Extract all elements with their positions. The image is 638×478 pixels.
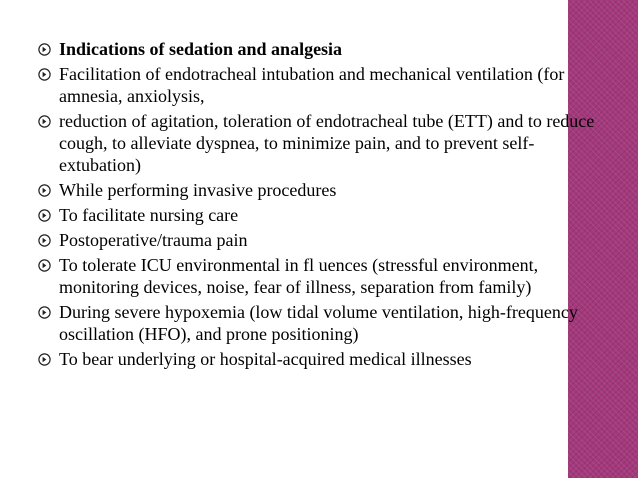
bullet-item — [38, 63, 598, 107]
bullet-text: reduction of agitation, toleration of endotracheal tube (ETT) and to reduce cough, to alleviate dyspnea, to minimize pain, and to prevent self-extubation) — [59, 111, 595, 175]
bullet-item-heading — [38, 38, 598, 60]
bullet-text: Facilitation of endotracheal intubation and mechanical ventilation (for amnesia, anxiolysis, — [59, 64, 565, 106]
circled-arrow-icon — [38, 115, 51, 128]
circled-arrow-icon — [38, 306, 51, 319]
bullet-item — [38, 348, 598, 370]
circled-arrow-icon — [38, 68, 51, 81]
bullet-text: While performing invasive procedures — [59, 180, 337, 200]
bullet-item — [38, 179, 598, 201]
bullet-list — [38, 38, 598, 373]
bullet-item — [38, 204, 598, 226]
circled-arrow-icon — [38, 234, 51, 247]
bullet-item — [38, 110, 598, 176]
bullet-item — [38, 301, 598, 345]
bullet-text: Indications of sedation and analgesia — [59, 39, 343, 59]
bullet-item — [38, 229, 598, 251]
circled-arrow-icon — [38, 259, 51, 272]
bullet-text: To facilitate nursing care — [59, 205, 239, 225]
bullet-text: To tolerate ICU environmental in fl uences (stressful environment, monitoring devices, noise, fear of illness, separation from family) — [59, 255, 539, 297]
circled-arrow-icon — [38, 184, 51, 197]
circled-arrow-icon — [38, 209, 51, 222]
circled-arrow-icon — [38, 43, 51, 56]
bullet-text: Postoperative/trauma pain — [59, 230, 248, 250]
bullet-text: During severe hypoxemia (low tidal volume ventilation, high-frequency oscillation (HFO), and prone positioning) — [59, 302, 578, 344]
bullet-item — [38, 254, 598, 298]
circled-arrow-icon — [38, 353, 51, 366]
bullet-text: To bear underlying or hospital-acquired medical illnesses — [59, 349, 472, 369]
